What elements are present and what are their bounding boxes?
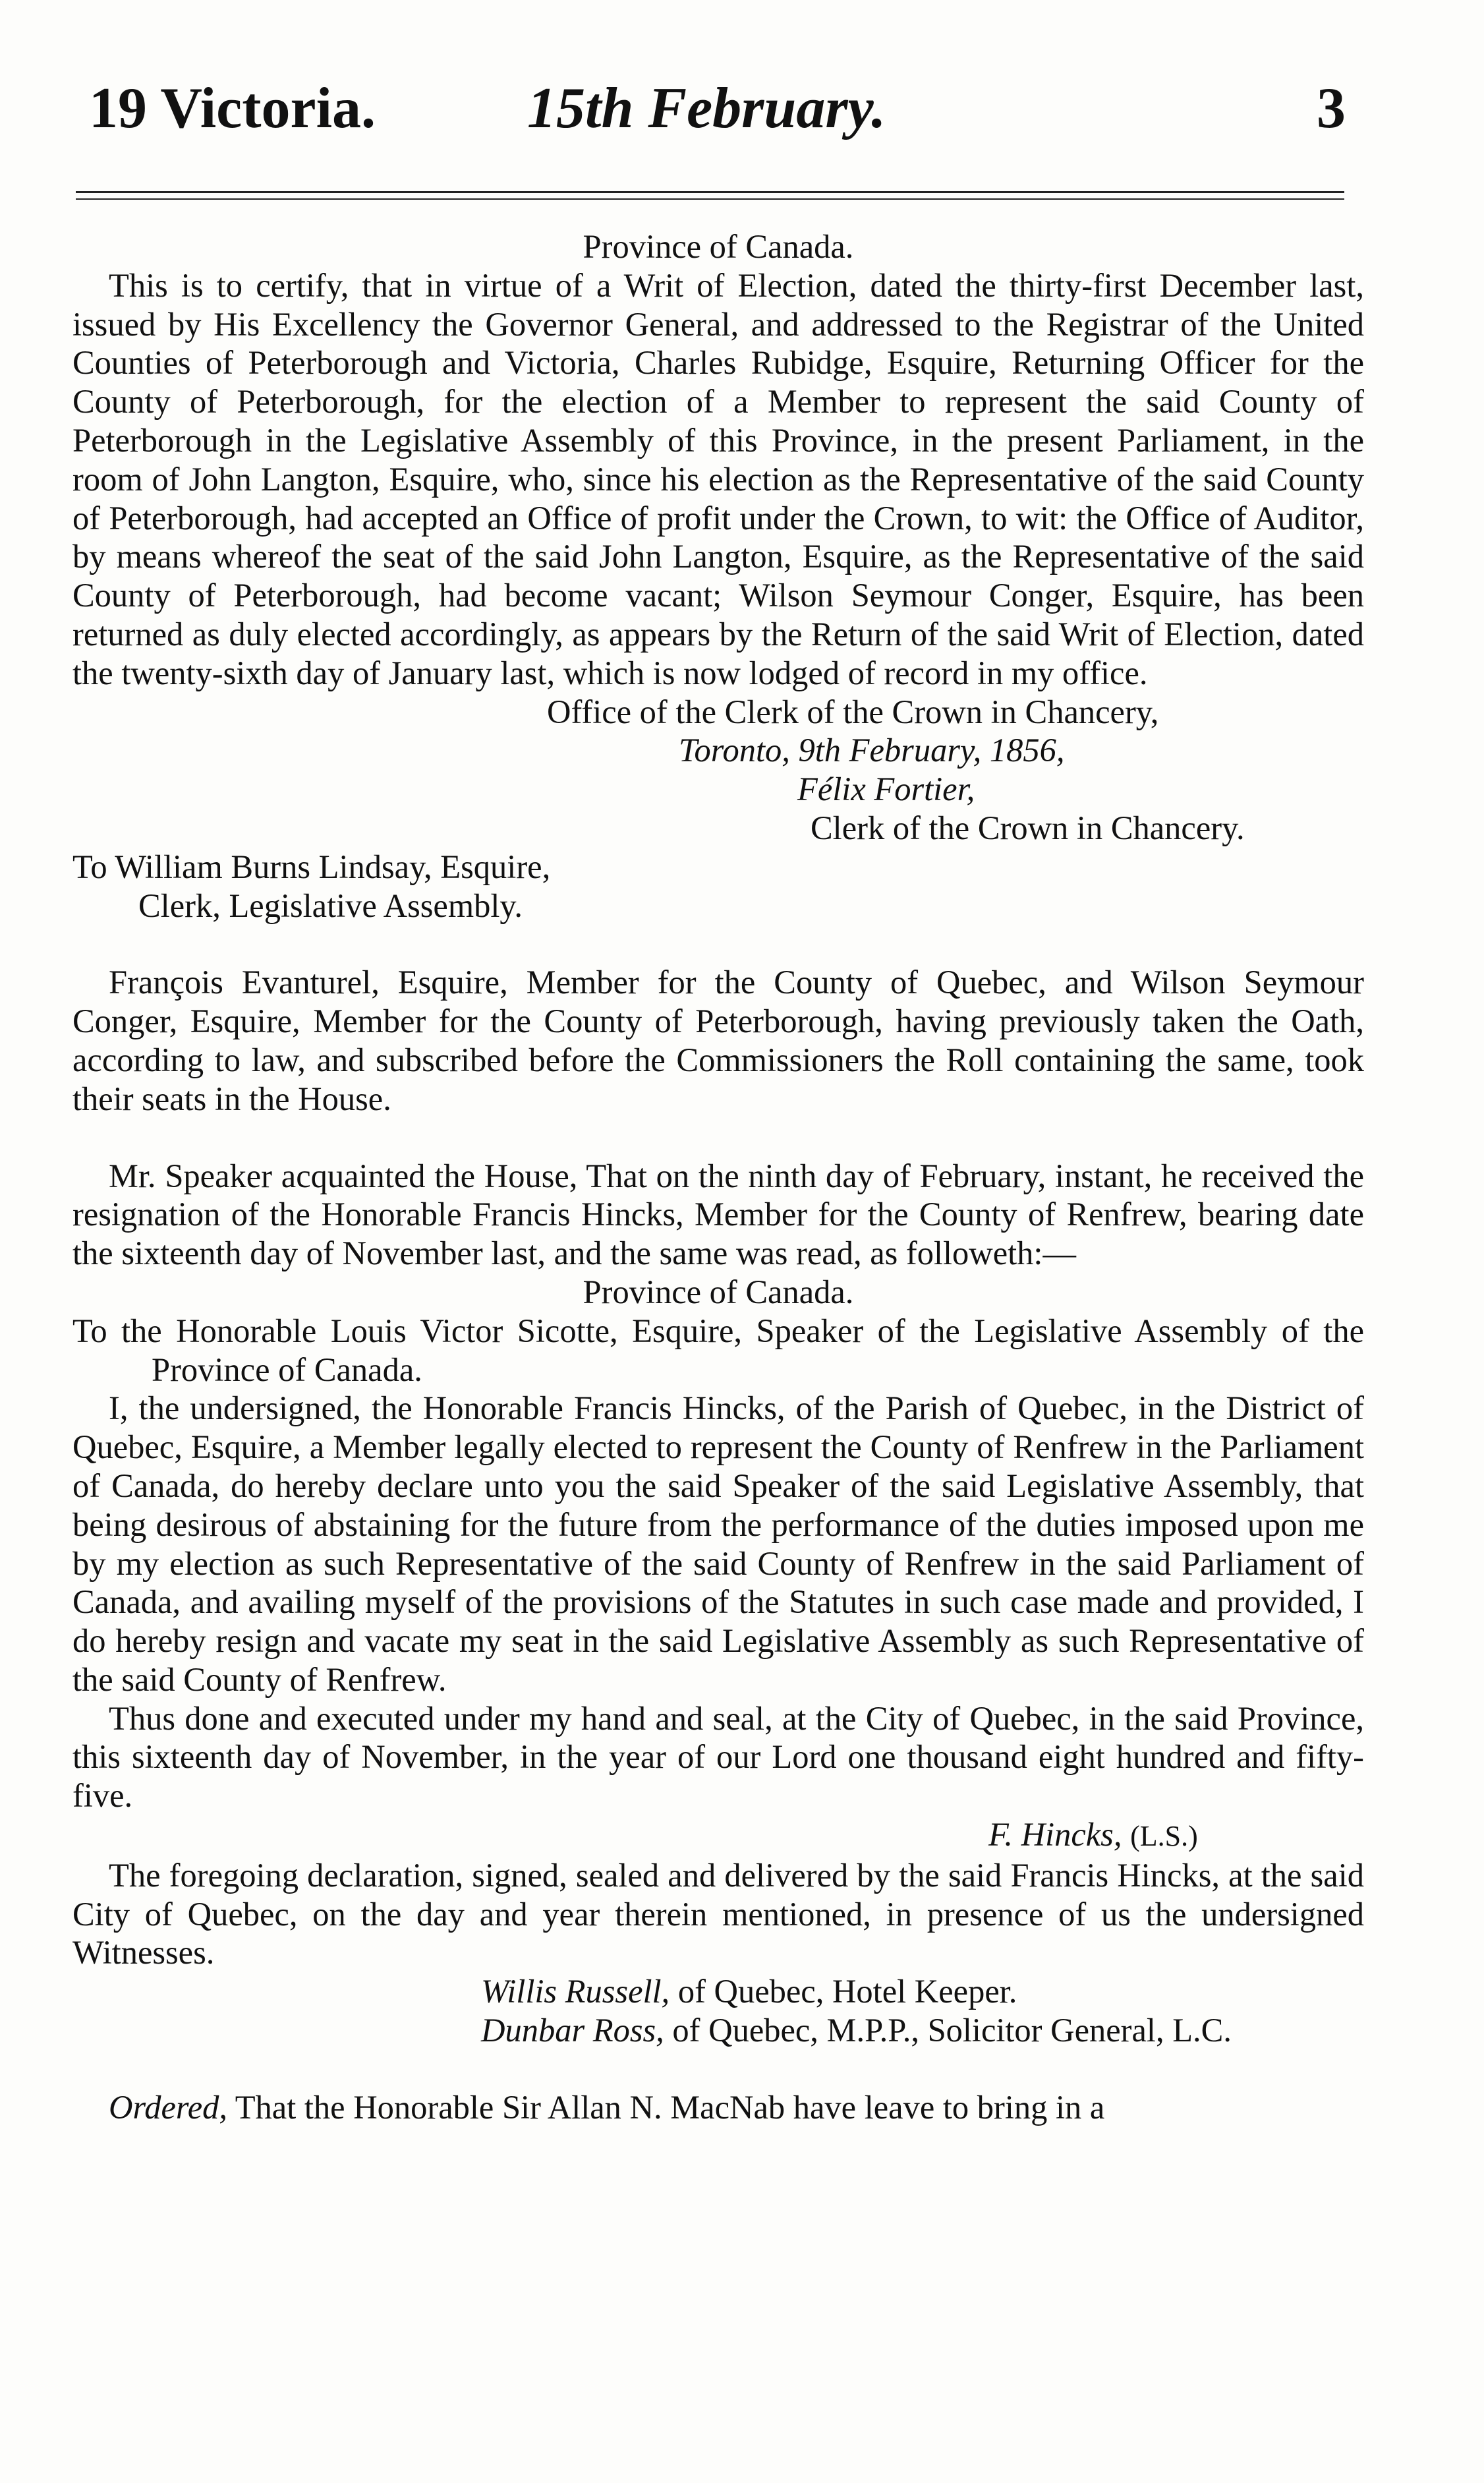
page-number: 3	[1317, 76, 1346, 140]
witness-1: Willis Russell, of Quebec, Hotel Keeper.	[481, 1973, 1017, 2010]
journal-body	[72, 227, 1364, 2127]
speaker-notice-paragraph: Mr. Speaker acquainted the House, That on the ninth day of February, instant, he received the resignation of the Honorable Francis Hincks, Member for the County of Renfrew, bearing date the sixteenth day of November last, and the same was read, as followeth:—	[72, 1157, 1364, 1272]
members-seated-paragraph: François Evanturel, Esquire, Member for the County of Quebec, and Wilson Seymour Conger, Esquire, Member for the County of Peterborough, having previously taken the Oath, according to law, and subscribed before the Commissioners the Roll containing the same, took their seats in the House.	[72, 964, 1364, 1117]
witness-2: Dunbar Ross, of Quebec, M.P.P., Solicitor General, L.C.	[481, 2012, 1232, 2049]
header-rule-top	[76, 191, 1344, 193]
session-label: 19 Victoria.	[89, 76, 376, 140]
ordered-paragraph	[72, 2088, 1364, 2127]
spacer	[72, 2050, 1364, 2088]
resignation-executed: Thus done and executed under my hand and seal, at the City of Quebec, in the said Province, this sixteenth day of November, in the year of our Lord one thousand eight hundred and fifty-five.	[72, 1699, 1364, 1815]
cert-to-line1: To William Burns Lindsay, Esquire,	[72, 848, 551, 885]
cert-body: This is to certify, that in virtue of a Writ of Election, dated the thirty-first December last, issued by His Excellency the Governor General, and addressed to the Registrar of the United Counties of Peterborough and Victoria, Charles Rubidge, Esquire, Returning Officer for the County of Peterborough, for the election of a Member to represent the said County of Peterborough in the Legislative Assembly of this Province, in the present Parliament, in the room of John Langton, Esquire, who, since his election as the Representative of the said County of Peterborough, had accepted an Office of profit under the Crown, to wit: the Office of Auditor, by means whereof the seat of the said John Langton, Esquire, as the Representative of the said County of Peterborough, had become vacant; Wilson Seymour Conger, Esquire, has been returned as duly elected accordingly, as appears by the Return of the said Writ of Election, dated the twenty-sixth day of January last, which is now lodged of record in my office.	[72, 266, 1364, 691]
cert-to-line2: Clerk, Legislative Assembly.	[138, 887, 523, 924]
date-label: 15th February.	[527, 76, 886, 140]
resignation-province: Province of Canada.	[583, 1273, 854, 1310]
resignation-to: To the Honorable Louis Victor Sicotte, Esquire, Speaker of the Legislative Assembly of the Province of Canada.	[72, 1312, 1364, 1388]
resignation-body: I, the undersigned, the Honorable Francis Hincks, of the Parish of Quebec, in the District of Quebec, Esquire, a Member legally elected to represent the County of Renfrew in the Parliament of Canada, do hereby declare unto you the said Speaker of the said Legislative Assembly, that being desirous of abstaining for the future from the performance of the duties imposed upon me by my election as such Representative of the said County of Renfrew in the said Parliament of Canada, and availing myself of the provisions of the Statutes in such case made and provided, I do hereby resign and vacate my seat in the said Legislative Assembly as such Representative of the said County of Renfrew.	[72, 1389, 1364, 1698]
cert-province: Province of Canada.	[583, 228, 854, 265]
header-rule-bottom	[76, 198, 1344, 200]
spacer	[72, 1119, 1364, 1157]
cert-signer: Félix Fortier,	[797, 771, 975, 808]
cert-office: Office of the Clerk of the Crown in Chancery,	[547, 693, 1159, 730]
witness-clause: The foregoing declaration, signed, sealed and delivered by the said Francis Hincks, at the said City of Quebec, on the day and year therein mentioned, in presence of us the undersigned Witnesses.	[72, 1856, 1364, 1972]
cert-place-date: Toronto, 9th February, 1856,	[679, 732, 1065, 769]
spacer	[72, 925, 1364, 963]
page-header	[0, 76, 1484, 142]
ordered-label: Ordered,	[109, 2088, 227, 2126]
resignation-signature: F. Hincks, (L.S.)	[988, 1816, 1198, 1854]
cert-signer-title: Clerk of the Crown in Chancery.	[811, 809, 1245, 846]
ordered-text: That the Honorable Sir Allan N. MacNab have leave to bring in a	[235, 2088, 1105, 2126]
